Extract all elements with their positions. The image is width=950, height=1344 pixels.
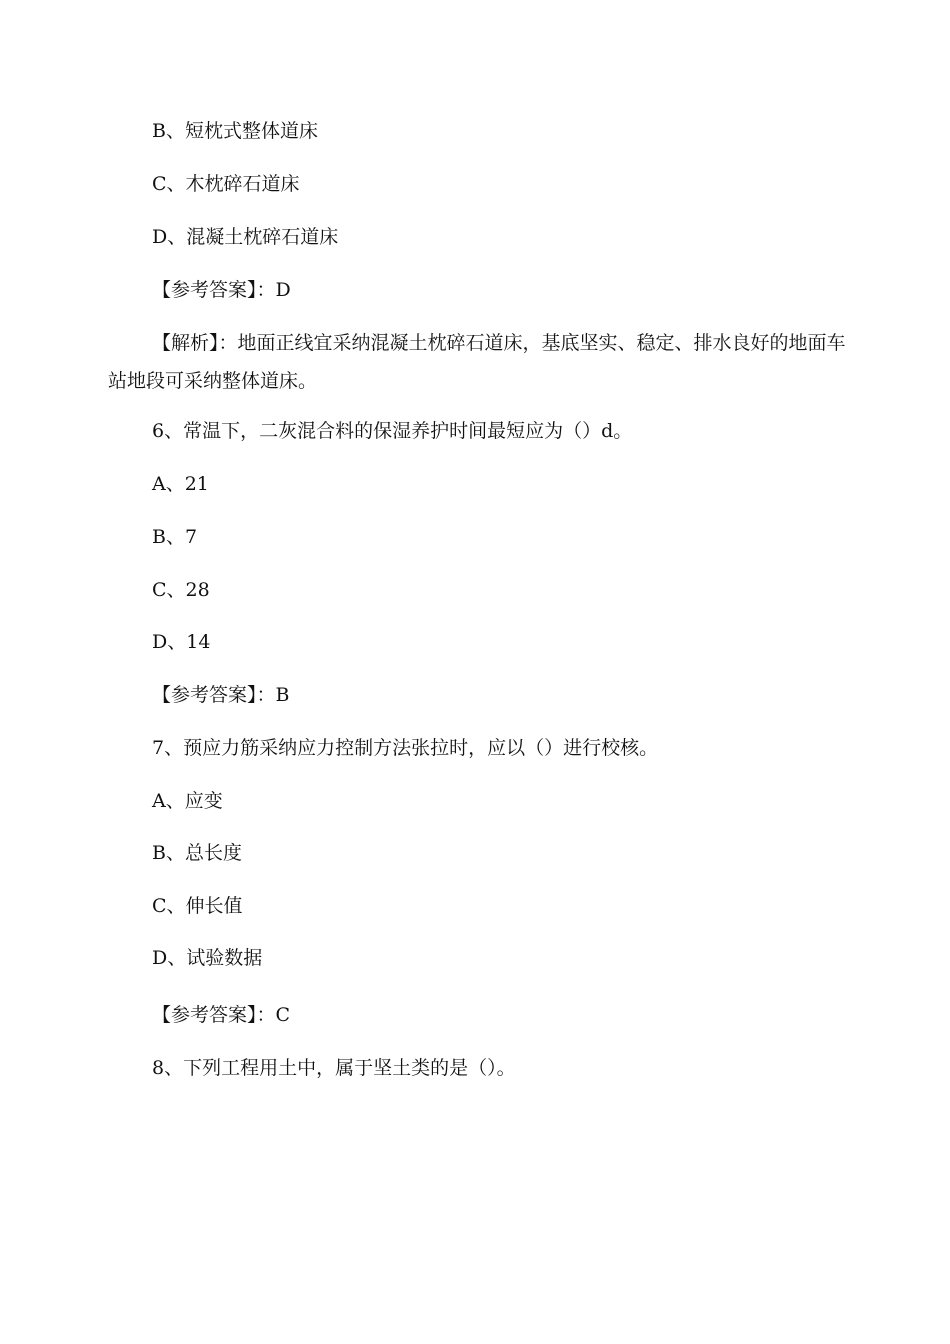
q6-answer: 【参考答案】：B bbox=[152, 684, 290, 706]
q8-question: 8、下列工程用土中，属于坚土类的是（）。 bbox=[152, 1057, 516, 1079]
q5-option-b: B、短枕式整体道床 bbox=[152, 120, 318, 142]
q7-option-b: B、总长度 bbox=[152, 842, 242, 864]
q5-option-c: C、木枕碎石道床 bbox=[152, 173, 300, 195]
q5-option-d: D、混凝土枕碎石道床 bbox=[152, 226, 339, 248]
q6-question: 6、常温下，二灰混合料的保湿养护时间最短应为（）d。 bbox=[152, 420, 633, 442]
q7-question: 7、预应力筋采纳应力控制方法张拉时，应以（）进行校核。 bbox=[152, 737, 659, 759]
q7-option-d: D、试验数据 bbox=[152, 947, 263, 969]
q7-option-a: A、应变 bbox=[152, 790, 223, 812]
q6-option-d: D、14 bbox=[152, 631, 211, 653]
q5-answer: 【参考答案】：D bbox=[152, 279, 291, 301]
q6-option-a: A、21 bbox=[152, 473, 209, 495]
q7-answer: 【参考答案】：C bbox=[152, 1004, 291, 1026]
q5-analysis-text: 【解析】：地面正线宜采纳混凝土枕碎石道床，基底坚实、稳定、排水良好的地面车站地段可采纳整体道床。 bbox=[108, 332, 846, 392]
q5-analysis bbox=[108, 324, 848, 400]
q7-option-c: C、伸长值 bbox=[152, 895, 243, 917]
q6-option-c: C、28 bbox=[152, 579, 210, 601]
q6-option-b: B、7 bbox=[152, 526, 198, 548]
